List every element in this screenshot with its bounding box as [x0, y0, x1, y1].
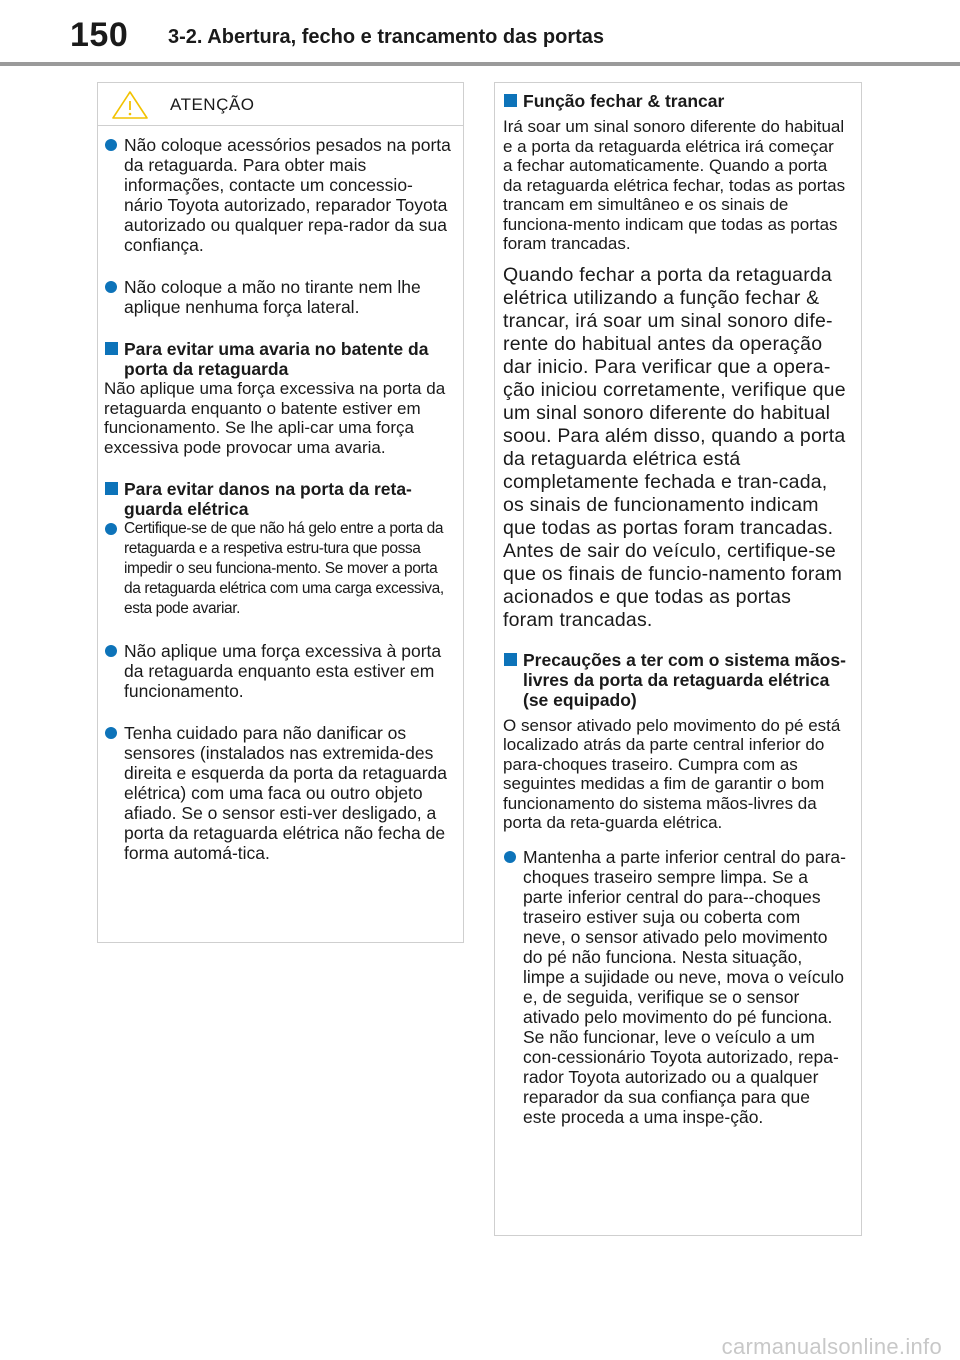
bullet-text: Não coloque acessórios pesados na porta da retaguarda. Para obter mais informações, contacte um concessio-nário Toyota autorizado, reparador Toyota autorizado ou qualquer repa-rador da sua confiança. — [124, 135, 451, 255]
square-bullet-icon — [504, 94, 517, 107]
paragraph: Quando fechar a porta da retaguarda elétrica utilizando a função fechar & trancar, irá soar um sinal sonoro dife-rente do habitual antes da operação dar inicio. Para verificar que a opera-ção iniciou corretamente, verifique que um sinal sonoro diferente do habitual soou. Para além disso, quando a porta da retaguarda elétrica está completamente fechada e tran-cada, os sinais de funcionamento indicam que todas as portas foram trancadas. Antes de sair do veículo, certifique-se que os finais de funcio-namento foram acionados e que todas as portas foram trancadas. — [503, 263, 846, 631]
section-heading — [104, 479, 451, 519]
warning-panel — [97, 82, 464, 943]
bullet-text: Não coloque a mão no tirante nem lhe aplique nenhuma força lateral. — [124, 277, 421, 317]
chapter-title: 3-2. Abertura, fecho e trancamento das portas — [168, 26, 605, 48]
page-header — [0, 0, 960, 66]
paragraph: O sensor ativado pelo movimento do pé está localizado atrás da parte central inferior do para-choques traseiro. Cumpra com as seguintes medidas a fim de garantir o bom funcionamento do sistema mãos-livres da porta da reta-guarda elétrica. — [503, 715, 841, 832]
bullet-dot-icon — [504, 851, 516, 863]
bullet-item — [104, 641, 451, 701]
bullet-item — [503, 847, 847, 1127]
warning-triangle-icon — [111, 90, 149, 120]
heading-text: Precauções a ter com o sistema mãos-livres da porta da retaguarda elétrica (se equipado) — [523, 649, 846, 710]
header-divider — [0, 62, 960, 66]
bullet-item — [104, 519, 451, 619]
section-heading — [104, 339, 451, 379]
warning-title: ATENÇÃO — [170, 95, 255, 114]
square-bullet-icon — [504, 653, 517, 666]
bullet-item — [104, 277, 451, 317]
bullet-item — [104, 723, 451, 863]
square-bullet-icon — [105, 342, 118, 355]
paragraph: Irá soar um sinal sonoro diferente do habitual e a porta da retaguarda elétrica irá começar a fechar automaticamente. Quando a porta da retaguarda elétrica fechar, todas as portas trancam em simultâneo e os sinais de funciona-mento indicam que todas as portas foram trancadas. — [503, 117, 846, 253]
section-heading — [503, 91, 847, 111]
page-number: 150 — [70, 16, 129, 54]
bullet-text: Mantenha a parte inferior central do para-choques traseiro sempre limpa. Se a parte inferior central do para--choques traseiro estiver suja ou coberta com neve, o sensor ativado pelo movimento do pé não funciona. Nesta situação, limpe a sujidade ou neve, mova o veículo e, de seguida, verifique se o sensor ativado pelo movimento do pé funciona. Se não funcionar, leve o veículo a um con-cessionário Toyota autorizado, repa-rador Toyota autorizado ou a qualquer reparador da sua confiança para que este proceda a uma inspe-ção. — [523, 846, 846, 1127]
bullet-item — [104, 135, 451, 255]
paragraph: Não aplique uma força excessiva na porta da retaguarda enquanto o batente estiver em funcionamento. Se lhe apli-car uma força excessiva pode provocar uma avaria. — [104, 379, 446, 457]
bullet-dot-icon — [105, 281, 117, 293]
heading-text: Função fechar & trancar — [523, 91, 725, 111]
site-watermark: carmanualsonline.info — [721, 1334, 942, 1359]
info-content — [495, 91, 861, 1149]
bullet-text: Tenha cuidado para não danificar os sensores (instalados nas extremida-des direita e esquerda da porta da retaguarda elétrica) com uma faca ou outro objeto afiado. Se o sensor esti-ver desligado, a porta da retaguarda elétrica não fecha de forma automá-tica. — [124, 723, 448, 863]
info-panel — [494, 82, 862, 1236]
section-heading — [503, 650, 847, 710]
warning-content — [98, 135, 463, 885]
warning-header — [98, 83, 463, 126]
heading-text: Para evitar danos na porta da reta-guarda elétrica — [124, 479, 412, 519]
square-bullet-icon — [105, 482, 118, 495]
bullet-dot-icon — [105, 727, 117, 739]
bullet-dot-icon — [105, 523, 117, 535]
bullet-text: Certifique-se de que não há gelo entre a porta da retaguarda e a respetiva estru-tura que possa impedir o seu funciona-mento. Se mover a porta da retaguarda elétrica com uma carga excessiva, esta pode avariar. — [124, 520, 444, 617]
bullet-dot-icon — [105, 139, 117, 151]
bullet-text: Não aplique uma força excessiva à porta da retaguarda enquanto esta estiver em funcionamento. — [124, 641, 442, 701]
bullet-dot-icon — [105, 645, 117, 657]
heading-text: Para evitar uma avaria no batente da porta da retaguarda — [124, 339, 429, 379]
